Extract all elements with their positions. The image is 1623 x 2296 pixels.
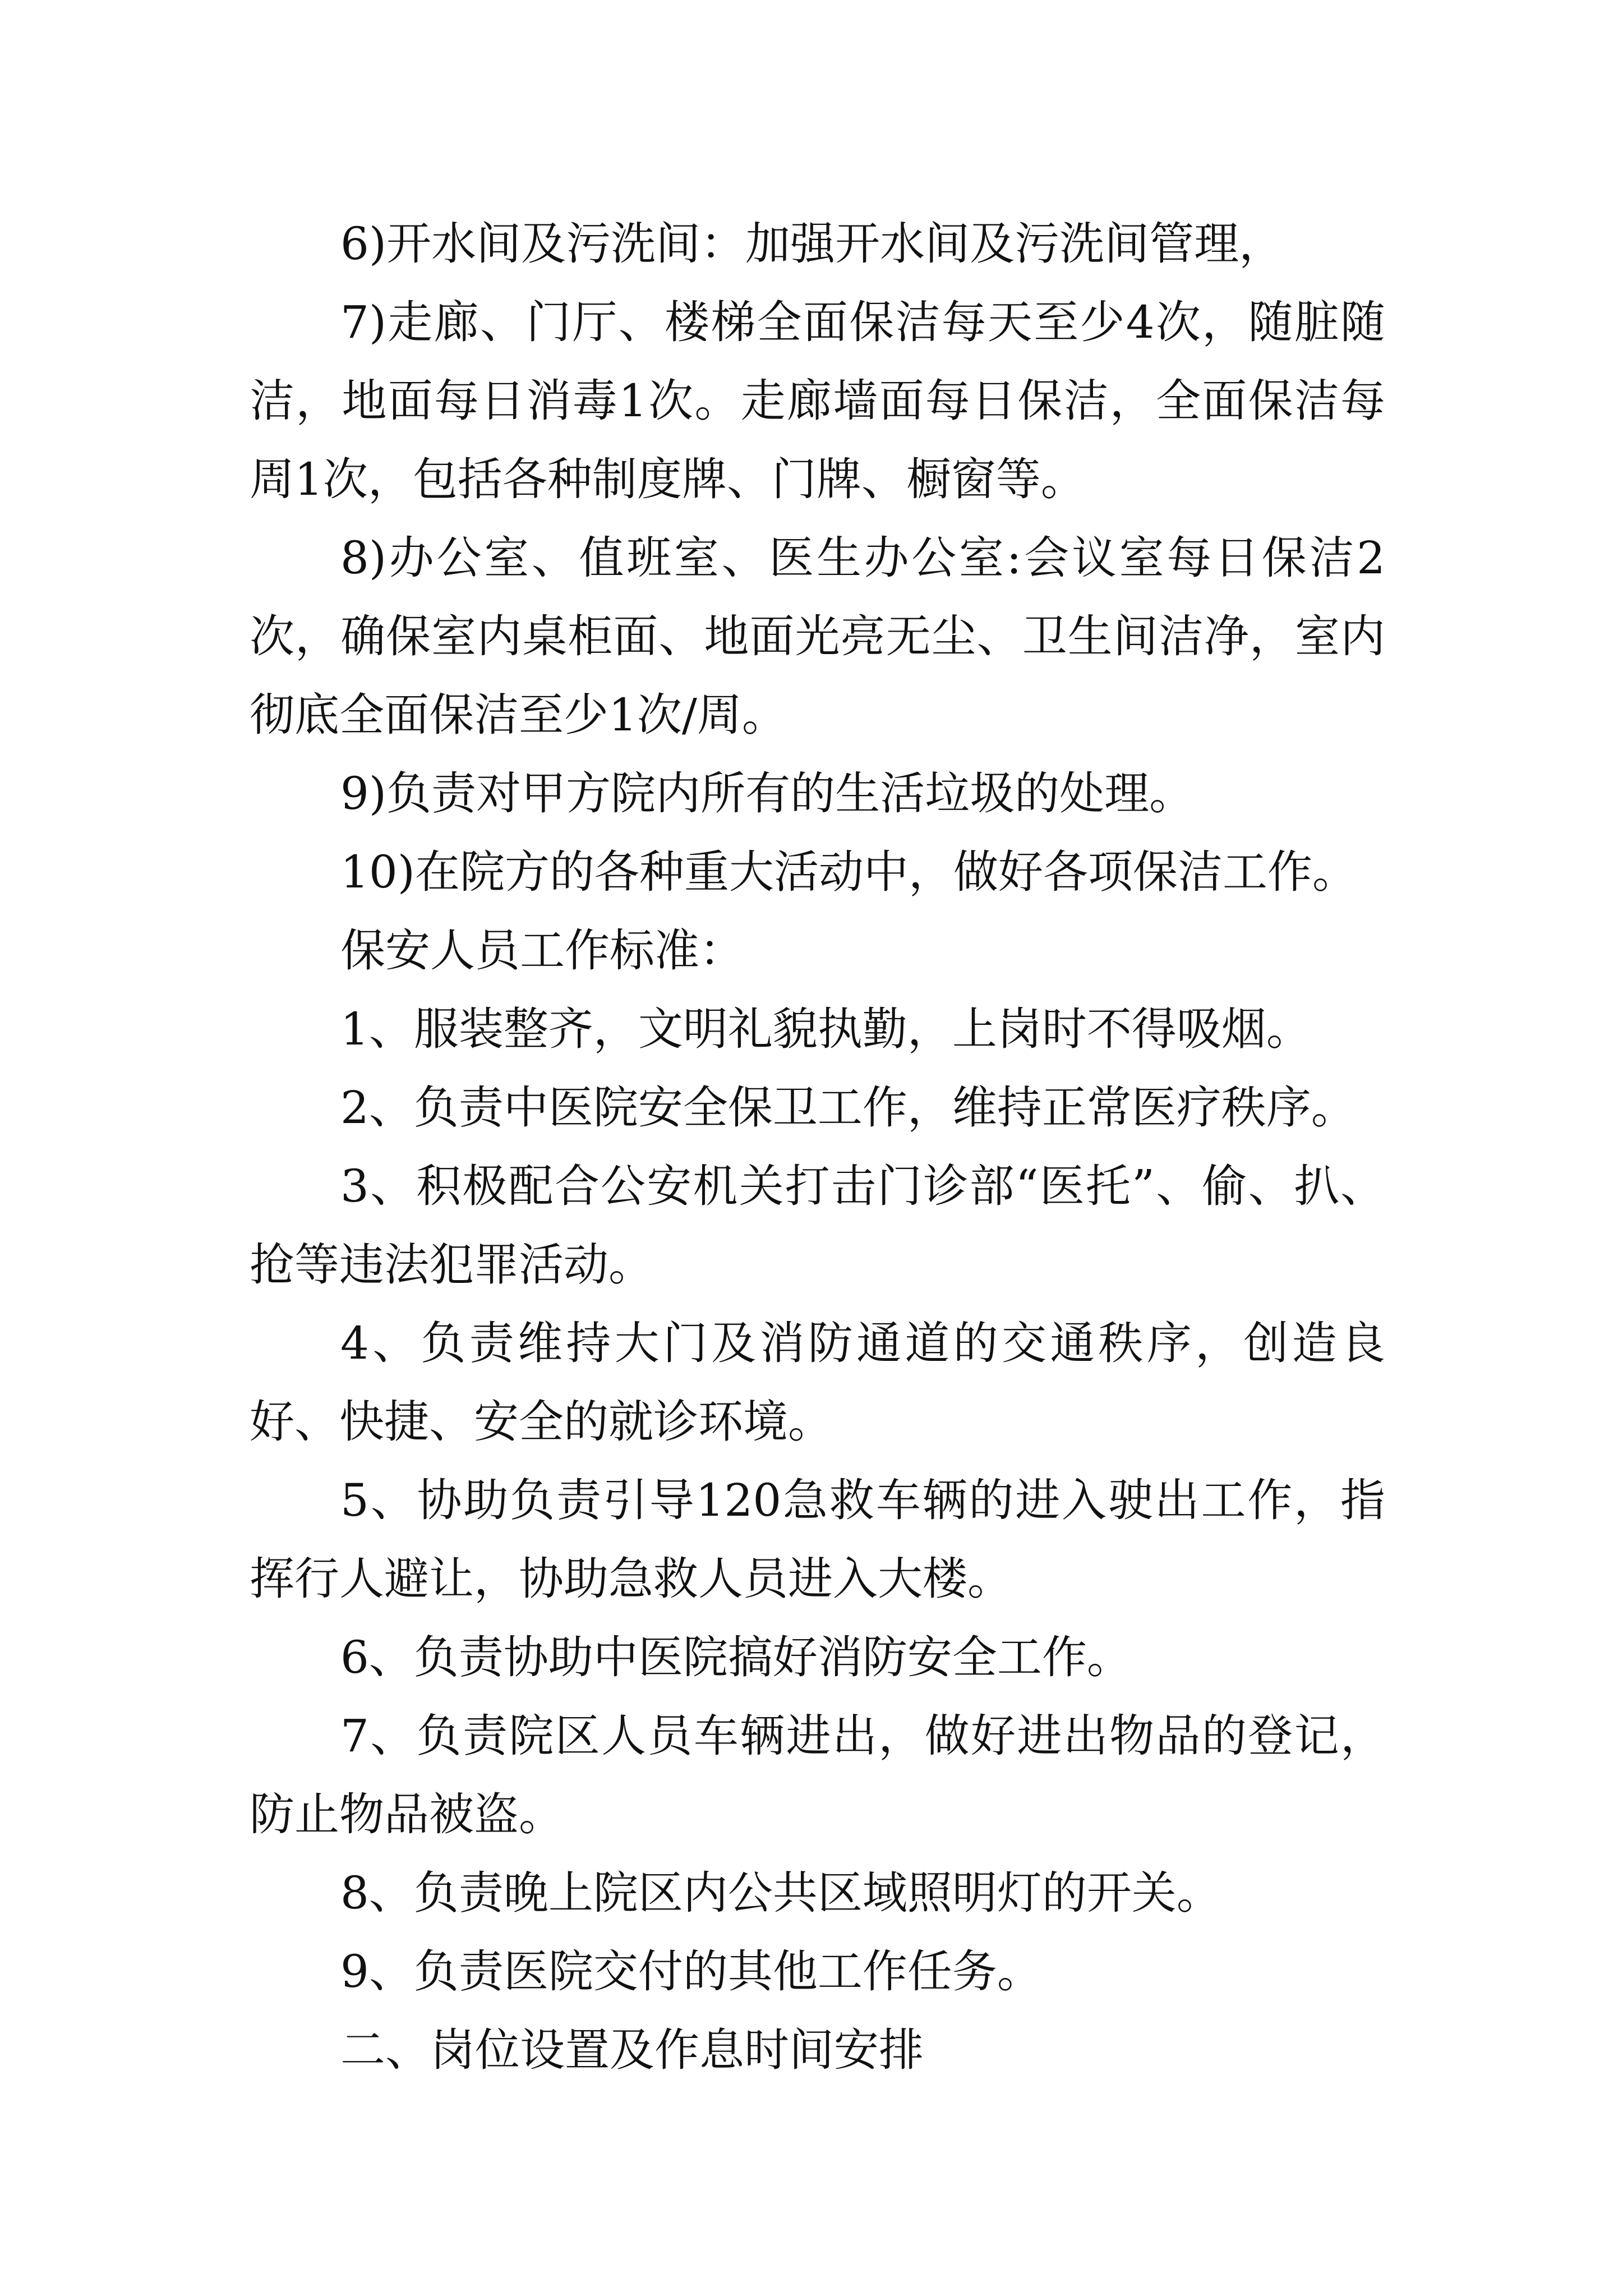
paragraph-item-6: 6)开水间及污洗间：加强开水间及污洗间管理， <box>340 218 1284 270</box>
section-heading-security-standards: 保安人员工作标准： <box>340 924 744 977</box>
security-item-7: 7、负责院区人员车辆进出，做好进出物品的登记，防止物品被盗。 <box>250 1710 1385 1841</box>
paragraph-item-9: 9)负责对甲方院内所有的生活垃圾的处理。 <box>340 767 1195 820</box>
security-item-1: 1、服装整齐，文明礼貌执勤，上岗时不得吸烟。 <box>340 1003 1311 1055</box>
paragraph-item-10: 10)在院方的各种重大活动中，做好各项保洁工作。 <box>340 846 1358 898</box>
security-item-6: 6、负责协助中医院搞好消防安全工作。 <box>340 1631 1132 1683</box>
security-item-4: 4、负责维持大门及消防通道的交通秩序，创造良好、快捷、安全的就诊环境。 <box>250 1317 1385 1448</box>
security-item-9: 9、负责医院交付的其他工作任务。 <box>340 1945 1042 1998</box>
paragraph-item-8: 8)办公室、值班室、医生办公室:会议室每日保洁2次，确保室内桌柜面、地面光亮无尘、卫生间洁净，室内彻底全面保洁至少1次/周。 <box>250 532 1385 741</box>
security-item-8: 8、负责晚上院区内公共区域照明灯的开关。 <box>340 1867 1221 1919</box>
paragraph-item-7: 7)走廊、门厅、楼梯全面保洁每天至少4次，随脏随洁，地面每日消毒1次。走廊墙面每日保洁，全面保洁每周1次，包括各种制度牌、门牌、橱窗等。 <box>250 296 1385 505</box>
document-body <box>250 205 1385 2090</box>
security-item-2: 2、负责中医院安全保卫工作，维持正常医疗秩序。 <box>340 1082 1356 1134</box>
security-item-5: 5、协助负责引导120急救车辆的进入驶出工作，指挥行人避让，协助急救人员进入大楼。 <box>250 1474 1385 1605</box>
section-heading-staffing: 二、岗位设置及作息时间安排 <box>340 2024 924 2076</box>
security-item-3: 3、积极配合公安机关打击门诊部“医托”、偷、扒、抢等违法犯罪活动。 <box>250 1160 1385 1291</box>
